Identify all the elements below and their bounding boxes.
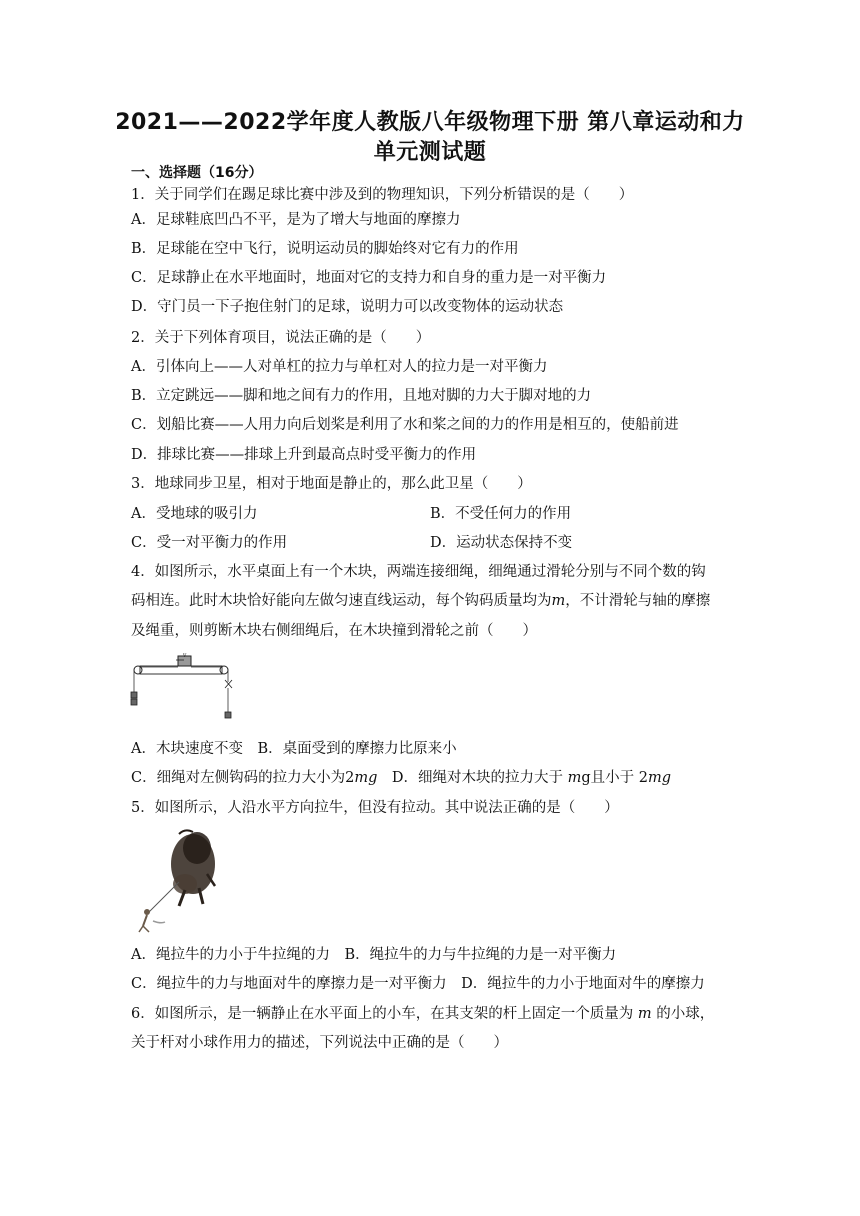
q2-option-d: D．排球比赛——排球上升到最高点时受平衡力的作用 <box>131 447 477 463</box>
q3-stem: 3．地球同步卫星，相对于地面是静止的，那么此卫星（ ） <box>131 476 532 492</box>
q2-stem: 2．关于下列体育项目，说法正确的是（ ） <box>131 330 431 346</box>
svg-text:v: v <box>183 652 187 659</box>
right-pulley <box>220 666 228 674</box>
q1-option-d: D．守门员一下子抱住射门的足球，说明力可以改变物体的运动状态 <box>131 299 564 315</box>
man <box>144 909 150 915</box>
pulley-table-figure <box>128 652 238 724</box>
left-weight-1 <box>131 692 137 698</box>
q2-option-c: C．划船比赛——人用力向后划桨是利用了水和桨之间的力的作用是相互的，使船前进 <box>131 417 679 433</box>
q2-option-a: A．引体向上——人对单杠的拉力与单杠对人的拉力是一对平衡力 <box>131 359 548 375</box>
q4-stem-line1: 4．如图所示，水平桌面上有一个木块，两端连接细绳，细绳通过滑轮分别与不同个数的钩 <box>131 564 706 580</box>
q3-option-a: A．受地球的吸引力 <box>131 506 258 522</box>
q1-option-a: A．足球鞋底凹凸不平，是为了增大与地面的摩擦力 <box>131 212 461 228</box>
q6-stem-line2: 关于杆对小球作用力的描述，下列说法中正确的是（ ） <box>131 1035 508 1051</box>
q4-stem-line2: 码相连。此时木块恰好能向左做匀速直线运动，每个钩码质量均为m，不计滑轮与轴的摩擦 <box>131 593 711 609</box>
q6-stem-line1: 6．如图所示，是一辆静止在水平面上的小车，在其支架的杆上固定一个质量为 m 的小球， <box>131 1006 715 1022</box>
page-subtitle: 单元测试题 <box>373 140 487 165</box>
left-weight-2 <box>131 699 137 705</box>
q5-options-ab: A．绳拉牛的力小于牛拉绳的力 B．绳拉牛的力与牛拉绳的力是一对平衡力 <box>131 947 617 963</box>
q2-option-b: B．立定跳远——脚和地之间有力的作用，且地对脚的力大于脚对地的力 <box>131 388 592 404</box>
q1-option-c: C．足球静止在水平地面时，地面对它的支持力和自身的重力是一对平衡力 <box>131 270 607 286</box>
q4-options-ab: A．木块速度不变 B．桌面受到的摩擦力比原来小 <box>131 741 457 757</box>
q3-option-b: B．不受任何力的作用 <box>430 506 572 522</box>
left-pulley <box>134 666 142 674</box>
q1-stem: 1．关于同学们在踢足球比赛中涉及到的物理知识，下列分析错误的是（ ） <box>131 187 634 203</box>
right-weight <box>225 712 231 718</box>
q3-option-c: C．受一对平衡力的作用 <box>131 535 288 551</box>
q4-stem-line3: 及绳重，则剪断木块右侧细绳后，在木块撞到滑轮之前（ ） <box>131 623 537 639</box>
page-title: 2021——2022学年度人教版八年级物理下册 第八章运动和力 <box>115 110 745 135</box>
q5-stem: 5．如图所示，人沿水平方向拉牛，但没有拉动。其中说法正确的是（ ） <box>131 800 619 816</box>
q4-options-cd: C．细绳对左侧钩码的拉力大小为2mg D．细绳对木块的拉力大于 mg且小于 2mg <box>131 770 672 786</box>
q1-option-b: B．足球能在空中飞行，说明运动员的脚始终对它有力的作用 <box>131 241 519 257</box>
q3-option-d: D．运动状态保持不变 <box>430 535 573 551</box>
section-heading: 一、选择题（16分） <box>131 165 263 181</box>
man-pulling-ox-figure <box>135 826 225 936</box>
rope <box>149 882 179 912</box>
q5-options-cd: C．绳拉牛的力与地面对牛的摩擦力是一对平衡力 D．绳拉牛的力小于地面对牛的摩擦力 <box>131 976 705 992</box>
